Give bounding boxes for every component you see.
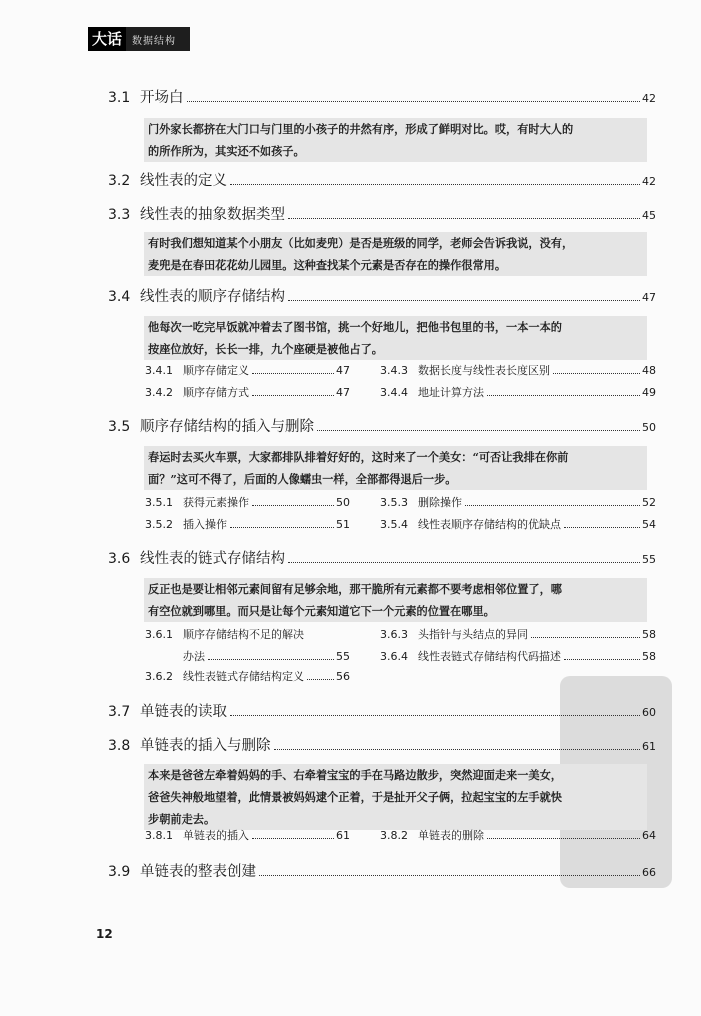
toc-section-3-5[interactable]: 3.5 顺序存储结构的插入与删除 50 bbox=[108, 419, 656, 435]
toc-section-3-3[interactable]: 3.3 线性表的抽象数据类型 45 bbox=[108, 207, 656, 223]
toc-subsection-3-6-4[interactable]: 3.6.4 线性表链式存储结构代码描述 58 bbox=[380, 650, 656, 663]
page-number: 12 bbox=[96, 927, 113, 941]
toc-subsection-3-5-2[interactable]: 3.5.2 插入操作 51 bbox=[145, 518, 350, 531]
book-header bbox=[88, 27, 190, 51]
toc-section-3-7[interactable]: 3.7 单链表的读取 60 bbox=[108, 704, 656, 720]
toc-subsection-3-5-4[interactable]: 3.5.4 线性表顺序存储结构的优缺点 54 bbox=[380, 518, 656, 531]
toc-subsection-3-5-3[interactable]: 3.5.3 删除操作 52 bbox=[380, 496, 656, 509]
quote-3-1: 门外家长都挤在大门口与门里的小孩子的井然有序，形成了鲜明对比。哎，有时大人的 的所作所为，其实还不如孩子。 bbox=[144, 118, 647, 162]
toc-subsection-3-6-3[interactable]: 3.6.3 头指针与头结点的异同 58 bbox=[380, 628, 656, 641]
toc-subsection-3-8-2[interactable]: 3.8.2 单链表的删除 64 bbox=[380, 829, 656, 842]
toc-subsection-3-6-1[interactable]: 3.6.1 顺序存储结构不足的解决 bbox=[145, 628, 304, 641]
quote-3-5: 春运时去买火车票，大家都排队排着好好的，这时来了一个美女：“可否让我排在你前 面？”这可不得了，后面的人像蠕虫一样，全部都得退后一步。 bbox=[144, 446, 647, 490]
toc-subsection-3-6-2[interactable]: 3.6.2 线性表链式存储结构定义 56 bbox=[145, 670, 350, 683]
quote-3-3: 有时我们想知道某个小朋友（比如麦兜）是否是班级的同学，老师会告诉我说，没有， 麦兜是在春田花花幼儿园里。这种查找某个元素是否存在的操作很常用。 bbox=[144, 232, 647, 276]
quote-3-6: 反正也是要让相邻元素间留有足够余地，那干脆所有元素都不要考虑相邻位置了，哪 有空位就到哪里。而只是让每个元素知道它下一个元素的位置在哪里。 bbox=[144, 578, 647, 622]
book-logo: 大话 bbox=[88, 27, 126, 51]
toc-section-3-6[interactable]: 3.6 线性表的链式存储结构 55 bbox=[108, 551, 656, 567]
quote-3-4: 他每次一吃完早饭就冲着去了图书馆，挑一个好地儿，把他书包里的书，一本一本的 按座位放好，长长一排，九个座硬是被他占了。 bbox=[144, 316, 647, 360]
quote-3-8: 本来是爸爸左牵着妈妈的手、右牵着宝宝的手在马路边散步，突然迎面走来一美女， 爸爸失神般地望着，此情景被妈妈逮个正着，于是扯开父子俩，拉起宝宝的左手就快 步朝前走去。 bbox=[144, 764, 647, 830]
toc-section-3-2[interactable]: 3.2 线性表的定义 42 bbox=[108, 173, 656, 189]
toc-subsection-3-6-1-cont[interactable]: 办法 55 bbox=[183, 650, 350, 663]
toc-subsection-3-4-4[interactable]: 3.4.4 地址计算方法 49 bbox=[380, 386, 656, 399]
toc-subsection-3-5-1[interactable]: 3.5.1 获得元素操作 50 bbox=[145, 496, 350, 509]
book-subtitle: 数据结构 bbox=[132, 35, 177, 47]
toc-section-3-4[interactable]: 3.4 线性表的顺序存储结构 47 bbox=[108, 289, 656, 305]
toc-section-3-9[interactable]: 3.9 单链表的整表创建 66 bbox=[108, 864, 656, 880]
toc-section-3-8[interactable]: 3.8 单链表的插入与删除 61 bbox=[108, 738, 656, 754]
toc-section-3-1[interactable]: 3.1 开场白 42 bbox=[108, 90, 656, 106]
toc-subsection-3-4-1[interactable]: 3.4.1 顺序存储定义 47 bbox=[145, 364, 350, 377]
toc-subsection-3-8-1[interactable]: 3.8.1 单链表的插入 61 bbox=[145, 829, 350, 842]
toc-subsection-3-4-2[interactable]: 3.4.2 顺序存储方式 47 bbox=[145, 386, 350, 399]
toc-subsection-3-4-3[interactable]: 3.4.3 数据长度与线性表长度区别 48 bbox=[380, 364, 656, 377]
